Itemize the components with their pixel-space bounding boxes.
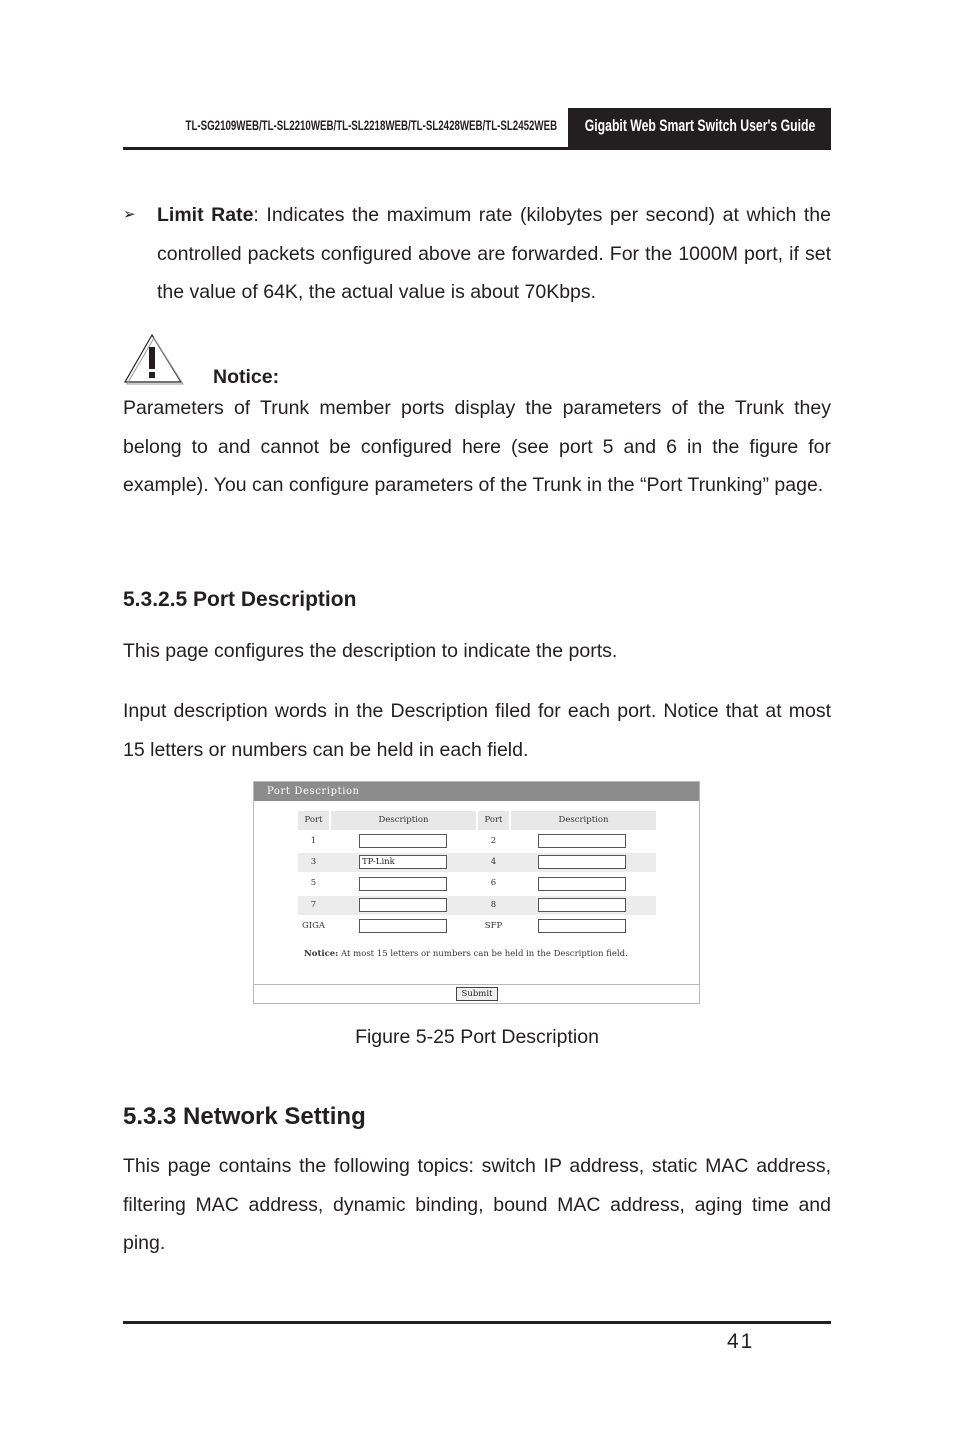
description-input-port-7[interactable] bbox=[359, 898, 447, 912]
figure-divider bbox=[254, 984, 699, 985]
description-input-port-5[interactable] bbox=[359, 877, 447, 891]
limit-rate-text: : Indicates the maximum rate (kilobytes per second) at which the controlled packets configured above are forwarded. For the 1000M port, if set the value of 64K, the actual value is about 70Kbps. bbox=[157, 204, 831, 303]
figure-notice bbox=[304, 948, 634, 961]
network-setting-paragraph: This page contains the following topics: switch IP address, static MAC address, filtering MAC address, dynamic binding, bound MAC address, aging time and ping. bbox=[123, 1155, 831, 1254]
figure-notice-label: Notice: bbox=[304, 949, 339, 959]
figure-caption: Figure 5-25 Port Description bbox=[355, 1026, 599, 1048]
page-header bbox=[123, 108, 831, 150]
port-label: 1 bbox=[310, 836, 317, 846]
description-input-port-8[interactable] bbox=[538, 898, 626, 912]
heading-network-setting: 5.3.3 Network Setting bbox=[123, 1103, 366, 1130]
port-label: 5 bbox=[310, 878, 317, 888]
description-input-port-giga[interactable] bbox=[359, 919, 447, 933]
column-header-description-left: Description bbox=[331, 811, 476, 830]
notice-title: Notice: bbox=[213, 366, 280, 388]
port-label: 7 bbox=[310, 900, 317, 910]
submit-button[interactable]: Submit bbox=[456, 987, 498, 1001]
header-guide-title-box bbox=[568, 108, 831, 147]
description-input-port-6[interactable] bbox=[538, 877, 626, 891]
description-input-port-1[interactable] bbox=[359, 834, 447, 848]
limit-rate-bullet bbox=[123, 196, 831, 312]
limit-rate-paragraph bbox=[157, 196, 831, 312]
warning-icon bbox=[123, 333, 185, 387]
port-description-intro: This page configures the description to indicate the ports. bbox=[123, 640, 618, 662]
port-label: 2 bbox=[490, 836, 497, 846]
notice-paragraph: Parameters of Trunk member ports display the parameters of the Trunk they belong to and cannot be configured here (see port 5 and 6 in the figure for example). You can configure parameters of the Trunk in the “Port Trunking” page. bbox=[123, 397, 831, 496]
column-header-description-right: Description bbox=[511, 811, 656, 830]
port-label: GIGA bbox=[301, 921, 326, 931]
port-label: 3 bbox=[310, 857, 317, 867]
figure-title-bar bbox=[254, 782, 699, 801]
port-label: SFP bbox=[484, 921, 503, 931]
port-description-figure bbox=[253, 781, 700, 1004]
description-input-port-4[interactable] bbox=[538, 855, 626, 869]
heading-port-description: 5.3.2.5 Port Description bbox=[123, 588, 357, 611]
page-number: 41 bbox=[727, 1330, 755, 1353]
port-description-body: Input description words in the Description filed for each port. Notice that at most 15 letters or numbers can be held in each field. bbox=[123, 700, 831, 761]
figure-notice-text: At most 15 letters or numbers can be held in the Description field. bbox=[341, 949, 628, 959]
port-label: 6 bbox=[490, 878, 497, 888]
column-header-port-right: Port bbox=[478, 811, 509, 830]
figure-title: Port Description bbox=[267, 786, 360, 797]
description-input-port-2[interactable] bbox=[538, 834, 626, 848]
description-input-port-3[interactable]: TP-Link bbox=[359, 855, 447, 869]
column-header-port-left: Port bbox=[298, 811, 329, 830]
port-label: 8 bbox=[490, 900, 497, 910]
footer-divider bbox=[123, 1321, 831, 1324]
port-label: 4 bbox=[490, 857, 497, 867]
description-input-port-sfp[interactable] bbox=[538, 919, 626, 933]
limit-rate-term: Limit Rate bbox=[157, 204, 254, 226]
header-guide-title: Gigabit Web Smart Switch User's Guide bbox=[584, 116, 815, 135]
header-model-list: TL-SG2109WEB/TL-SL2210WEB/TL-SL2218WEB/TL-SL2428WEB/TL-SL2452WEB bbox=[185, 118, 557, 133]
arrow-bullet-icon: ➢ bbox=[123, 206, 136, 223]
